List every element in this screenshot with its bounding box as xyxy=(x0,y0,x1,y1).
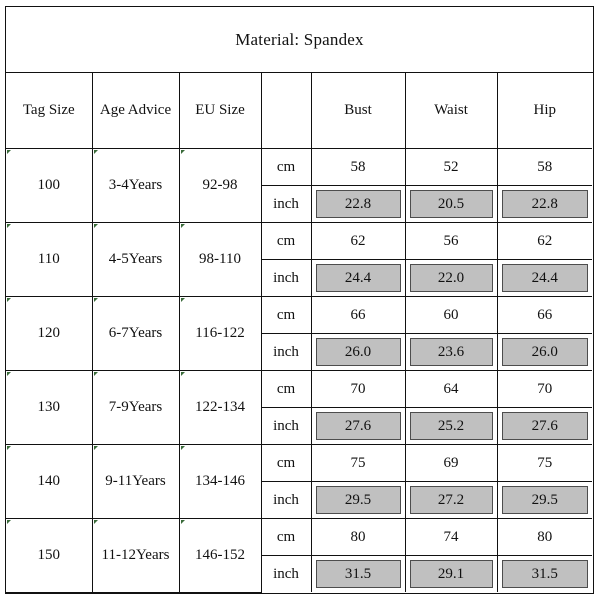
waist-inch-value: 29.1 xyxy=(410,560,493,588)
hip-inch-value: 27.6 xyxy=(502,412,589,440)
table-row xyxy=(6,149,592,186)
bust-inch-cell xyxy=(311,482,405,519)
unit-cm-label: cm xyxy=(261,371,311,408)
header-eu-size: EU Size xyxy=(179,73,261,149)
waist-inch-value: 22.0 xyxy=(410,264,493,292)
bust-inch-value: 22.8 xyxy=(316,190,401,218)
hip-cm-value: 58 xyxy=(497,149,592,186)
header-waist: Waist xyxy=(405,73,497,149)
bust-inch-cell xyxy=(311,186,405,223)
eu-size-cell: 92-98 xyxy=(179,149,261,223)
bust-inch-value: 31.5 xyxy=(316,560,401,588)
bust-inch-value: 26.0 xyxy=(316,338,401,366)
waist-inch-cell xyxy=(405,334,497,371)
hip-inch-value: 26.0 xyxy=(502,338,589,366)
hip-inch-cell xyxy=(497,408,592,445)
waist-cm-value: 52 xyxy=(405,149,497,186)
bust-inch-value: 29.5 xyxy=(316,486,401,514)
hip-inch-cell xyxy=(497,334,592,371)
table-row xyxy=(6,297,592,334)
header-tag-size: Tag Size xyxy=(6,73,92,149)
hip-inch-value: 24.4 xyxy=(502,264,589,292)
waist-inch-cell xyxy=(405,260,497,297)
bust-cm-value: 70 xyxy=(311,371,405,408)
waist-inch-value: 20.5 xyxy=(410,190,493,218)
hip-inch-cell xyxy=(497,186,592,223)
header-bust: Bust xyxy=(311,73,405,149)
waist-cm-value: 74 xyxy=(405,519,497,556)
bust-cm-value: 80 xyxy=(311,519,405,556)
hip-inch-cell xyxy=(497,556,592,593)
tag-size-cell: 140 xyxy=(6,445,92,519)
unit-cm-label: cm xyxy=(261,223,311,260)
chart-title: Material: Spandex xyxy=(6,7,593,73)
table-row xyxy=(6,445,592,482)
waist-inch-cell xyxy=(405,408,497,445)
size-table xyxy=(6,73,592,593)
waist-inch-cell xyxy=(405,186,497,223)
bust-inch-cell xyxy=(311,334,405,371)
bust-cm-value: 58 xyxy=(311,149,405,186)
waist-cm-value: 60 xyxy=(405,297,497,334)
tag-size-cell: 130 xyxy=(6,371,92,445)
age-advice-cell: 6-7Years xyxy=(92,297,179,371)
size-chart xyxy=(5,6,594,594)
waist-inch-value: 25.2 xyxy=(410,412,493,440)
bust-cm-value: 75 xyxy=(311,445,405,482)
tag-size-cell: 120 xyxy=(6,297,92,371)
unit-inch-label: inch xyxy=(261,408,311,445)
eu-size-cell: 134-146 xyxy=(179,445,261,519)
table-row xyxy=(6,223,592,260)
tag-size-cell: 150 xyxy=(6,519,92,593)
unit-inch-label: inch xyxy=(261,482,311,519)
bust-inch-cell xyxy=(311,260,405,297)
waist-cm-value: 56 xyxy=(405,223,497,260)
age-advice-cell: 11-12Years xyxy=(92,519,179,593)
eu-size-cell: 116-122 xyxy=(179,297,261,371)
bust-cm-value: 66 xyxy=(311,297,405,334)
hip-cm-value: 66 xyxy=(497,297,592,334)
table-row xyxy=(6,519,592,556)
eu-size-cell: 122-134 xyxy=(179,371,261,445)
table-row xyxy=(6,371,592,408)
bust-inch-value: 27.6 xyxy=(316,412,401,440)
waist-inch-cell xyxy=(405,556,497,593)
hip-cm-value: 80 xyxy=(497,519,592,556)
header-row xyxy=(6,73,592,149)
tag-size-cell: 110 xyxy=(6,223,92,297)
waist-cm-value: 69 xyxy=(405,445,497,482)
waist-cm-value: 64 xyxy=(405,371,497,408)
unit-inch-label: inch xyxy=(261,334,311,371)
age-advice-cell: 4-5Years xyxy=(92,223,179,297)
hip-inch-value: 29.5 xyxy=(502,486,589,514)
hip-cm-value: 70 xyxy=(497,371,592,408)
hip-inch-cell xyxy=(497,482,592,519)
unit-inch-label: inch xyxy=(261,186,311,223)
age-advice-cell: 3-4Years xyxy=(92,149,179,223)
age-advice-cell: 9-11Years xyxy=(92,445,179,519)
unit-inch-label: inch xyxy=(261,556,311,593)
waist-inch-value: 27.2 xyxy=(410,486,493,514)
header-hip: Hip xyxy=(497,73,592,149)
unit-cm-label: cm xyxy=(261,149,311,186)
hip-cm-value: 75 xyxy=(497,445,592,482)
bust-inch-cell xyxy=(311,408,405,445)
unit-cm-label: cm xyxy=(261,519,311,556)
tag-size-cell: 100 xyxy=(6,149,92,223)
age-advice-cell: 7-9Years xyxy=(92,371,179,445)
waist-inch-value: 23.6 xyxy=(410,338,493,366)
bust-inch-value: 24.4 xyxy=(316,264,401,292)
bust-cm-value: 62 xyxy=(311,223,405,260)
header-unit xyxy=(261,73,311,149)
hip-cm-value: 62 xyxy=(497,223,592,260)
waist-inch-cell xyxy=(405,482,497,519)
hip-inch-value: 22.8 xyxy=(502,190,589,218)
unit-cm-label: cm xyxy=(261,445,311,482)
hip-inch-value: 31.5 xyxy=(502,560,589,588)
eu-size-cell: 98-110 xyxy=(179,223,261,297)
unit-inch-label: inch xyxy=(261,260,311,297)
header-age-advice: Age Advice xyxy=(92,73,179,149)
unit-cm-label: cm xyxy=(261,297,311,334)
bust-inch-cell xyxy=(311,556,405,593)
eu-size-cell: 146-152 xyxy=(179,519,261,593)
hip-inch-cell xyxy=(497,260,592,297)
